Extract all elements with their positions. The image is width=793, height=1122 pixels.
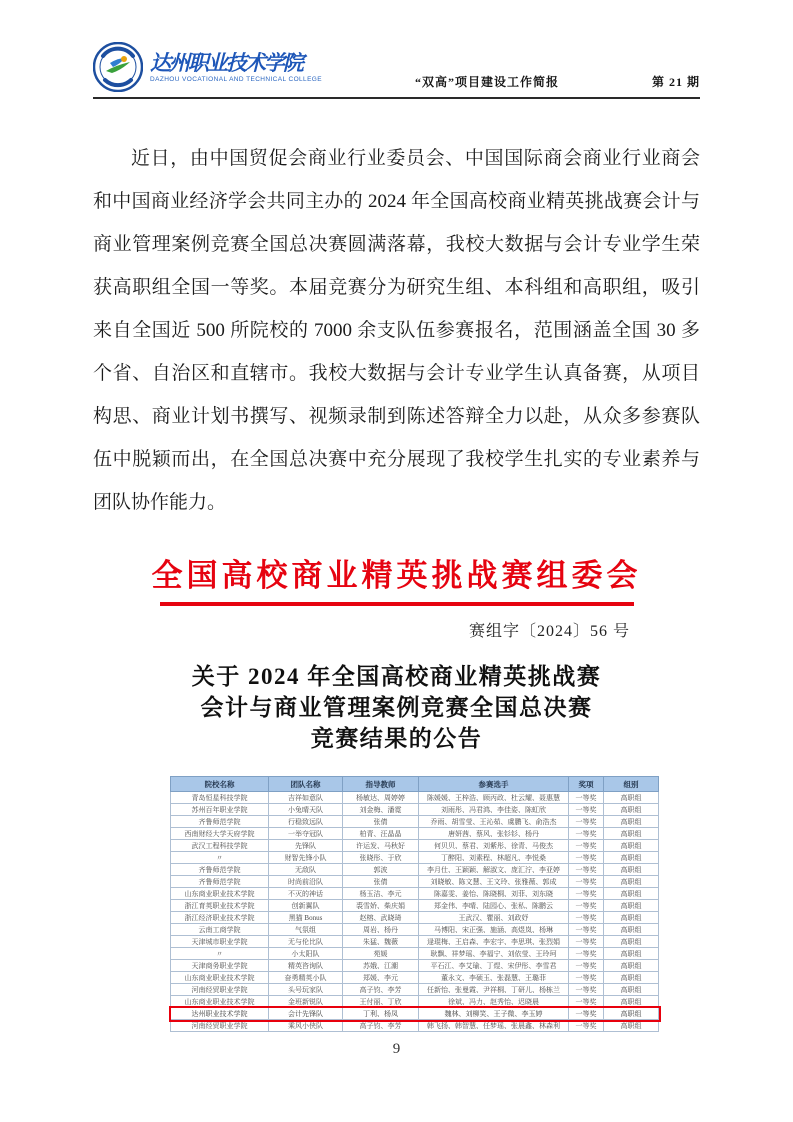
table-cell: 王付丽、丁欣	[343, 996, 419, 1008]
table-cell: 高职组	[604, 960, 659, 972]
table-cell: 一等奖	[569, 864, 604, 876]
table-cell: 一等奖	[569, 792, 604, 804]
table-cell: 财智先锋小队	[269, 852, 343, 864]
bulletin-title: “双高”项目建设工作简报	[414, 75, 559, 89]
table-cell: 高子钧、李芳	[343, 984, 419, 996]
table-cell: 陈媛媛、王梓浩、顾丙政、杜云耀、聂惠慧	[419, 792, 569, 804]
announcement-title-line-1: 关于 2024 年全国高校商业精英挑战赛	[191, 664, 602, 689]
table-cell: 高职组	[604, 900, 659, 912]
table-cell: 高职组	[604, 984, 659, 996]
table-cell: 张倩	[343, 876, 419, 888]
table-cell: 高职组	[604, 1020, 659, 1032]
table-cell: 高职组	[604, 888, 659, 900]
table-cell: 山东商业职业技术学院	[171, 996, 269, 1008]
table-cell: 高职组	[604, 948, 659, 960]
doc-number: 赛组字〔2024〕56 号	[468, 623, 630, 640]
table-row	[171, 996, 659, 1008]
table-cell: 气氛组	[269, 924, 343, 936]
table-cell: 〃	[171, 948, 269, 960]
college-logo-icon	[93, 42, 143, 92]
table-cell: 一等奖	[569, 816, 604, 828]
table-cell: 一等奖	[569, 1008, 604, 1020]
table-cell: 河南经贸职业学院	[171, 1020, 269, 1032]
table-row	[171, 828, 659, 840]
table-cell: 郑媛、李元	[343, 972, 419, 984]
table-row	[171, 960, 659, 972]
college-logo	[93, 42, 322, 92]
table-cell: 奋勇精英小队	[269, 972, 343, 984]
table-row	[171, 900, 659, 912]
table-cell: 高职组	[604, 864, 659, 876]
table-cell: 高职组	[604, 804, 659, 816]
table-cell: 任新怡、张曼霞、尹祥桐、丁研儿、杨栋兰	[419, 984, 569, 996]
table-cell: 杨敏达、周婷婷	[343, 792, 419, 804]
table-cell: 西南财经大学天府学院	[171, 828, 269, 840]
table-cell: 高职组	[604, 840, 659, 852]
table-cell: 行稳致远队	[269, 816, 343, 828]
table-row	[171, 876, 659, 888]
table-cell: 乘风小侠队	[269, 1020, 343, 1032]
table-cell: 一等奖	[569, 1020, 604, 1032]
issue-number: 第 21 期	[651, 75, 700, 89]
table-cell: 齐鲁师范学院	[171, 816, 269, 828]
table-row	[171, 984, 659, 996]
table-cell: 浙江育英职业技术学院	[171, 900, 269, 912]
table-cell: 朱猛、魏薇	[343, 936, 419, 948]
table-cell: 许运发、马秋好	[343, 840, 419, 852]
committee-title: 全国高校商业精英挑战赛组委会	[151, 558, 642, 593]
table-cell: 郭波	[343, 864, 419, 876]
table-row-highlighted	[171, 1008, 659, 1020]
table-cell: 天津商务职业学院	[171, 960, 269, 972]
table-cell: 小兔晴天队	[269, 804, 343, 816]
table-row	[171, 804, 659, 816]
table-header-row	[171, 777, 659, 792]
table-cell: 高职组	[604, 996, 659, 1008]
table-cell: 达州职业技术学院	[171, 1008, 269, 1020]
page-header	[93, 42, 700, 99]
table-cell: 一等奖	[569, 852, 604, 864]
table-cell: 吉祥如意队	[269, 792, 343, 804]
table-cell: 创新翼队	[269, 900, 343, 912]
table-cell: 张晓彤、于欣	[343, 852, 419, 864]
table-cell: 青岛恒星科技学院	[171, 792, 269, 804]
table-row	[171, 936, 659, 948]
table-cell: 一等奖	[569, 876, 604, 888]
table-cell: 何贝贝、蔡君、刘紫彤、徐青、马俊杰	[419, 840, 569, 852]
table-header-cell: 参赛选手	[419, 777, 569, 792]
table-header-cell: 奖项	[569, 777, 604, 792]
table-header-cell: 组别	[604, 777, 659, 792]
table-cell: 逯琨梅、王启森、李宏宇、李思琪、张烈娟	[419, 936, 569, 948]
table-cell: 王武汉、瞿丽、刘政妤	[419, 912, 569, 924]
announcement-title	[0, 661, 793, 754]
table-cell: 齐鲁师范学院	[171, 864, 269, 876]
table-cell: 时尚前沿队	[269, 876, 343, 888]
table-cell: 高子钧、李芳	[343, 1020, 419, 1032]
table-cell: 一等奖	[569, 960, 604, 972]
table-cell: 唐妍茜、蔡风、张钐钐、杨丹	[419, 828, 569, 840]
table-cell: 一举夺冠队	[269, 828, 343, 840]
table-cell: 先锋队	[269, 840, 343, 852]
table-cell: 一等奖	[569, 804, 604, 816]
table-cell: 丁利、杨凤	[343, 1008, 419, 1020]
announcement-title-line-3: 竞赛结果的公告	[310, 726, 483, 751]
table-cell: 韩飞扬、韩智慧、任梦瑶、张晨鑫、林森利	[419, 1020, 569, 1032]
college-name-en: DAZHOU VOCATIONAL AND TECHNICAL COLLEGE	[150, 75, 322, 83]
table-cell: 杨玉洁、李元	[343, 888, 419, 900]
table-cell: 精英咨询队	[269, 960, 343, 972]
table-cell: 山东商业职业技术学院	[171, 888, 269, 900]
table-cell: 高职组	[604, 828, 659, 840]
table-cell: 齐鲁师范学院	[171, 876, 269, 888]
table-header-cell: 指导教师	[343, 777, 419, 792]
table-cell: 赵榕、武晓琦	[343, 912, 419, 924]
table-cell: 高职组	[604, 876, 659, 888]
table-cell: 李月仕、王颖颖、解淑文、庞汇泞、李亚婷	[419, 864, 569, 876]
table-cell: 金班新锐队	[269, 996, 343, 1008]
table-cell: 会计先锋队	[269, 1008, 343, 1020]
table-cell: 高职组	[604, 924, 659, 936]
table-cell: 一等奖	[569, 996, 604, 1008]
table-cell: 董永文、李硕玉、张磊慧、王璐菲	[419, 972, 569, 984]
table-cell: 高职组	[604, 936, 659, 948]
table-cell: 河南经贸职业学院	[171, 984, 269, 996]
table-cell: 刘晓敏、陈文慧、王文玲、张雅薇、郭成	[419, 876, 569, 888]
table-cell: 苏娥、江潮	[343, 960, 419, 972]
table-row	[171, 864, 659, 876]
table-cell: 高职组	[604, 792, 659, 804]
table-cell: 高职组	[604, 912, 659, 924]
table-cell: 陈嘉雯、姜怡、陈晓桐、刘菲、刘东晓	[419, 888, 569, 900]
table-cell: 高职组	[604, 972, 659, 984]
table-cell: 苑媛	[343, 948, 419, 960]
announcement-title-line-2: 会计与商业管理案例竞赛全国总决赛	[200, 695, 593, 720]
table-header-cell: 团队名称	[269, 777, 343, 792]
table-cell: 一等奖	[569, 888, 604, 900]
table-cell: 乔雨、胡雪莹、王沁茹、虞鹏飞、俞浩杰	[419, 816, 569, 828]
table-cell: 徐斌、冯力、赵秀怡、迟晓晨	[419, 996, 569, 1008]
table-cell: 武汉工程科技学院	[171, 840, 269, 852]
table-row	[171, 972, 659, 984]
table-cell: 〃	[171, 852, 269, 864]
table-cell: 高职组	[604, 1008, 659, 1020]
table-cell: 高职组	[604, 852, 659, 864]
table-cell: 一等奖	[569, 948, 604, 960]
table-row	[171, 948, 659, 960]
table-cell: 郑金伟、李晴、陆园心、张私、陈鹏云	[419, 900, 569, 912]
table-cell: 一等奖	[569, 984, 604, 996]
table-cell: 耿飘、祥梦瑶、李福宁、刘依莹、王玲珂	[419, 948, 569, 960]
table-cell: 刘雨彤、冯君鸿、李佳姿、陈虹欣	[419, 804, 569, 816]
table-cell: 裘雪娇、柴庆娟	[343, 900, 419, 912]
table-row	[171, 924, 659, 936]
table-cell: 云南工商学院	[171, 924, 269, 936]
table-row	[171, 840, 659, 852]
table-cell: 一等奖	[569, 840, 604, 852]
red-divider	[160, 602, 634, 606]
table-cell: 高职组	[604, 816, 659, 828]
table-cell: 小太阳队	[269, 948, 343, 960]
table-cell: 马博阳、宋正强、施涵、高煜岚、杨琳	[419, 924, 569, 936]
table-cell: 不灭的神话	[269, 888, 343, 900]
table-cell: 平石江、李艾瑜、丁煜、宋伊彤、李雪君	[419, 960, 569, 972]
table-cell: 一等奖	[569, 900, 604, 912]
table-header-cell: 院校名称	[171, 777, 269, 792]
table-cell: 张倩	[343, 816, 419, 828]
page-number: 9	[392, 1041, 401, 1057]
table-cell: 浙江经济职业技术学院	[171, 912, 269, 924]
table-cell: 一等奖	[569, 912, 604, 924]
college-name-cn: 达州职业技术学院	[150, 50, 302, 75]
table-row	[171, 912, 659, 924]
results-table	[170, 776, 659, 1032]
table-cell: 一等奖	[569, 828, 604, 840]
table-cell: 一等奖	[569, 924, 604, 936]
table-cell: 刘金梅、潘霓	[343, 804, 419, 816]
table-cell: 天津城市职业学院	[171, 936, 269, 948]
table-row	[171, 792, 659, 804]
table-row	[171, 888, 659, 900]
article-paragraph: 近日，由中国贸促会商业行业委员会、中国国际商会商业行业商会和中国商业经济学会共同主办的 2024 年全国高校商业精英挑战赛会计与商业管理案例竞赛全国总决赛圆满落幕，我校大数据与会计专业学生荣获高职组全国一等奖。本届竞赛分为研究生组、本科组和高职组，吸引来自全国近 500 所院校的 7000 余支队伍参赛报名，范围涵盖全国 30 多个省、自治区和直辖市。我校大数据与会计专业学生认真备赛，从项目构思、商业计划书撰写、视频录制到陈述答辩全力以赴，从众多参赛队伍中脱颖而出，在全国总决赛中充分展现了我校学生扎实的专业素养与团队协作能力。	[93, 148, 700, 513]
table-cell: 无敌队	[269, 864, 343, 876]
table-cell: 柏青、汪晶晶	[343, 828, 419, 840]
table-cell: 丁醉阳、刘素程、林超凡、李悦桑	[419, 852, 569, 864]
table-cell: 周岩、杨丹	[343, 924, 419, 936]
table-cell: 一等奖	[569, 972, 604, 984]
table-row	[171, 816, 659, 828]
table-cell: 黑猫 Bonus	[269, 912, 343, 924]
table-cell: 魏林、刘柳笑、王子微、李玉婷	[419, 1008, 569, 1020]
table-cell: 苏州百年职业学院	[171, 804, 269, 816]
table-cell: 无与伦比队	[269, 936, 343, 948]
table-row	[171, 852, 659, 864]
table-row	[171, 1020, 659, 1032]
table-cell: 头号玩家队	[269, 984, 343, 996]
table-cell: 一等奖	[569, 936, 604, 948]
table-cell: 山东商业职业技术学院	[171, 972, 269, 984]
